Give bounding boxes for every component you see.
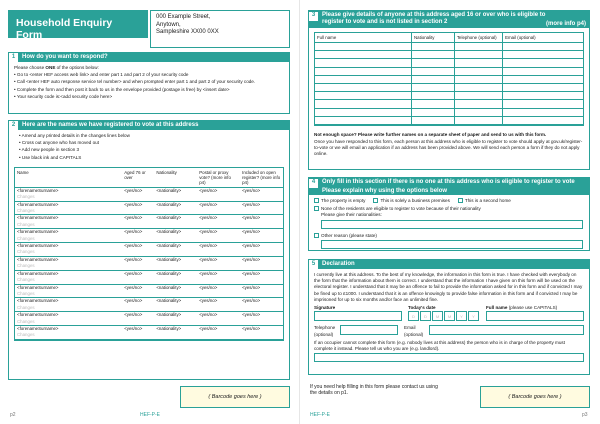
changes-field[interactable]: Changes	[15, 319, 283, 326]
table-row[interactable]	[315, 108, 583, 116]
section-1-header	[9, 53, 289, 62]
cell-nationality[interactable]	[411, 116, 454, 124]
changes-field[interactable]: Changes	[15, 208, 283, 215]
address-box	[150, 10, 290, 48]
row-aged: <yes/no>	[124, 284, 143, 290]
row-aged: <yes/no>	[124, 243, 143, 249]
row-aged: <yes/no>	[124, 229, 143, 235]
changes-row[interactable]	[15, 305, 283, 312]
changes-field[interactable]: Changes	[15, 291, 283, 298]
changes-row[interactable]	[15, 222, 283, 229]
row-nationality: <nationality>	[156, 270, 182, 276]
row-open-register: <yes/no>	[242, 256, 261, 262]
option-second-home[interactable]	[458, 198, 511, 204]
row-open-register: <yes/no>	[242, 243, 261, 249]
telephone-field[interactable]	[340, 325, 398, 335]
cell-nationality[interactable]	[411, 100, 454, 108]
row-open-register: <yes/no>	[242, 187, 261, 193]
option-nationality-label: None of the residents are eligible to register to vote because of their nationality	[321, 206, 481, 212]
cell-email[interactable]	[503, 67, 583, 75]
row-open-register: <yes/no>	[242, 312, 261, 318]
row-postal: <yes/no>	[199, 201, 218, 207]
cell-full-name[interactable]	[315, 116, 411, 124]
new-people-table	[315, 33, 583, 125]
fullname-note: (please use CAPITALS)	[508, 305, 558, 311]
row-name: <forenameSurname>	[17, 187, 59, 193]
signature-label: Signature	[314, 305, 336, 311]
section-1-title: How do you want to respond?	[22, 54, 108, 60]
checkbox-business[interactable]	[373, 198, 378, 203]
cell-telephone[interactable]	[454, 51, 502, 59]
table-row	[15, 201, 283, 208]
row-name: <forenameSurname>	[17, 325, 59, 331]
row-postal: <yes/no>	[199, 270, 218, 276]
checkbox-nationality[interactable]	[314, 206, 319, 211]
cell-telephone[interactable]	[454, 116, 502, 124]
section-3-header	[309, 11, 589, 28]
table-row	[15, 325, 283, 332]
section-4-title: Only fill in this section if there is no one at this address who is eligible to register to vote	[322, 179, 575, 185]
cell-full-name[interactable]	[315, 67, 411, 75]
cell-email[interactable]	[503, 75, 583, 83]
cell-nationality[interactable]	[411, 59, 454, 67]
checkbox-second-home[interactable]	[458, 198, 463, 203]
fullname-field[interactable]	[486, 311, 584, 321]
occupier-field[interactable]	[314, 353, 584, 362]
cell-telephone[interactable]	[454, 43, 502, 51]
row-name: <forenameSurname>	[17, 298, 59, 304]
table-row[interactable]	[315, 67, 583, 75]
security-code: • Your security code is:<add security code here>	[14, 94, 284, 100]
intro-emphasis: ONE	[45, 65, 56, 70]
date-digit-box[interactable]: M	[444, 311, 455, 321]
address-line3: Sampleshire XX00 0XX	[156, 29, 219, 36]
row-aged: <yes/no>	[124, 312, 143, 318]
instruction-4: • Use black ink and CAPITALS	[19, 155, 284, 161]
option-web: • Go to <enter HEF access web link> and enter part 1 and part 2 of your security code	[14, 72, 284, 78]
row-postal: <yes/no>	[199, 256, 218, 262]
option-business-label: This is solely a business premises	[380, 198, 450, 203]
cell-email[interactable]	[503, 92, 583, 100]
table-row[interactable]	[315, 100, 583, 108]
table-row[interactable]	[315, 59, 583, 67]
section-5-title: Declaration	[322, 261, 355, 267]
section-1-body	[9, 62, 289, 104]
table-row	[15, 270, 283, 277]
cell-nationality[interactable]	[411, 43, 454, 51]
row-aged: <yes/no>	[124, 325, 143, 331]
option-second-home-label: This is a second home	[464, 198, 511, 203]
option-post: • Complete the form and then post it back to us in the envelope provided (postage is free) by <insert date>	[14, 87, 284, 93]
row-aged: <yes/no>	[124, 270, 143, 276]
row-nationality: <nationality>	[156, 325, 182, 331]
section-4-number: 4	[309, 179, 318, 188]
cell-telephone[interactable]	[454, 108, 502, 116]
section-3-title: Please give details of anyone at this address aged 16 or over who is eligible to register to vote and is not listed in section 2	[322, 12, 546, 25]
changes-field[interactable]: Changes	[15, 263, 283, 270]
col-full-name: Full name	[315, 33, 411, 43]
row-nationality: <nationality>	[156, 187, 182, 193]
page-number-right: p3	[582, 412, 588, 418]
cell-full-name[interactable]	[315, 83, 411, 91]
row-open-register: <yes/no>	[242, 298, 261, 304]
changes-row[interactable]	[15, 332, 283, 339]
instruction-2: • Cross out anyone who has moved out	[19, 140, 284, 146]
section-3-number: 3	[309, 12, 318, 21]
row-postal: <yes/no>	[199, 325, 218, 331]
section-2-number: 2	[9, 121, 18, 130]
row-postal: <yes/no>	[199, 284, 218, 290]
checkbox-other[interactable]	[314, 233, 319, 238]
signature-field[interactable]	[314, 311, 402, 321]
cell-email[interactable]	[503, 100, 583, 108]
changes-field[interactable]: Changes	[15, 277, 283, 284]
table-row	[15, 187, 283, 194]
table-row	[15, 284, 283, 291]
table-row	[15, 312, 283, 319]
table-row[interactable]	[315, 116, 583, 124]
cell-nationality[interactable]	[411, 67, 454, 75]
cell-nationality[interactable]	[411, 51, 454, 59]
date-digit-box[interactable]: Y	[456, 311, 467, 321]
date-digit-box[interactable]: D	[420, 311, 431, 321]
cell-email[interactable]	[503, 108, 583, 116]
changes-field[interactable]: Changes	[15, 249, 283, 256]
date-digit-box[interactable]: Y	[468, 311, 479, 321]
cell-telephone[interactable]	[454, 83, 502, 91]
table-row	[15, 229, 283, 236]
row-postal: <yes/no>	[199, 215, 218, 221]
changes-row[interactable]	[15, 236, 283, 243]
cell-nationality[interactable]	[411, 92, 454, 100]
nationality-field[interactable]	[321, 220, 583, 229]
col-telephone: Telephone (optional)	[454, 33, 502, 43]
table-row[interactable]	[315, 51, 583, 59]
table-row[interactable]	[315, 43, 583, 51]
row-aged: <yes/no>	[124, 298, 143, 304]
cell-full-name[interactable]	[315, 75, 411, 83]
section-1	[8, 52, 290, 114]
col-nationality: Nationality	[411, 33, 454, 43]
section-5-header	[309, 260, 589, 269]
address-line2: Anytown,	[156, 21, 181, 28]
cell-telephone[interactable]	[454, 59, 502, 67]
row-name: <forenameSurname>	[17, 215, 59, 221]
section-2-title: Here are the names we have registered to vote at this address	[22, 122, 199, 128]
intro-text: Please choose	[14, 65, 46, 70]
cell-email[interactable]	[503, 116, 583, 124]
table-row[interactable]	[315, 75, 583, 83]
cell-nationality[interactable]	[411, 83, 454, 91]
row-aged: <yes/no>	[124, 187, 143, 193]
table-row	[15, 243, 283, 250]
section-5	[308, 259, 590, 375]
declaration-text: I currently live at this address. To the best of my knowledge, the information in this form is true. I have checked with everybody on the form that the information about them is correct. I understand that the information I have given on this form will be used on the electoral register. I understand that it may be an offence to fail to provide the information asked for in this form and if convicted I may be fined up to £1000. I understand that it is an offence knowingly to provide false information in this form and if convicted I may be imprisoned for up to six months and/or face an unlimited fine.	[314, 272, 583, 302]
option-empty[interactable]	[314, 198, 365, 204]
col-name: Name	[15, 168, 122, 188]
cell-full-name[interactable]	[315, 92, 411, 100]
row-aged: <yes/no>	[124, 215, 143, 221]
cell-telephone[interactable]	[454, 67, 502, 75]
barcode-placeholder-right: ( Barcode goes here )	[480, 386, 590, 408]
section-5-number: 5	[309, 260, 318, 269]
cell-full-name[interactable]	[315, 51, 411, 59]
row-nationality: <nationality>	[156, 215, 182, 221]
help-text: If you need help filling in this form please contact us using the details on p1.	[310, 384, 438, 396]
row-postal: <yes/no>	[199, 243, 218, 249]
barcode-placeholder-left: ( Barcode goes here )	[180, 386, 290, 408]
table-row[interactable]	[315, 92, 583, 100]
option-empty-label: The property is empty	[321, 198, 366, 203]
row-postal: <yes/no>	[199, 229, 218, 235]
section-2	[8, 120, 290, 380]
row-name: <forenameSurname>	[17, 256, 59, 262]
changes-row[interactable]	[15, 208, 283, 215]
date-label: Today's date	[408, 305, 436, 311]
cell-telephone[interactable]	[454, 100, 502, 108]
cell-email[interactable]	[503, 59, 583, 67]
section-4-header	[309, 178, 589, 195]
row-nationality: <nationality>	[156, 229, 182, 235]
option-other-label: Other reason (please state)	[321, 232, 377, 238]
changes-row[interactable]	[15, 194, 283, 201]
intro-text-end: of the options below:	[55, 65, 99, 70]
changes-field[interactable]: Changes	[15, 236, 283, 243]
row-nationality: <nationality>	[156, 284, 182, 290]
changes-row[interactable]	[15, 263, 283, 270]
col-postal: Postal or proxy vote? (more info p4)	[197, 168, 240, 188]
cell-nationality[interactable]	[411, 108, 454, 116]
section-4-body	[309, 195, 589, 254]
row-open-register: <yes/no>	[242, 215, 261, 221]
col-email: Email (optional)	[503, 33, 583, 43]
fullname-label: Full name	[486, 305, 508, 311]
section-5-body	[309, 269, 589, 367]
other-reason-field[interactable]	[321, 240, 583, 249]
section-2-header	[9, 121, 289, 130]
table-row	[15, 256, 283, 263]
instruction-3: • Add new people in section 3	[19, 147, 284, 153]
cell-email[interactable]	[503, 51, 583, 59]
form-code-right: HEF-P-E	[310, 412, 330, 418]
cell-nationality[interactable]	[411, 75, 454, 83]
instruction-1: • Amend any printed details in the changes lines below	[19, 133, 284, 139]
new-people-table-wrap	[314, 32, 584, 126]
row-postal: <yes/no>	[199, 187, 218, 193]
table-row[interactable]	[315, 83, 583, 91]
row-nationality: <nationality>	[156, 243, 182, 249]
col-aged: Aged 76 or over	[122, 168, 154, 188]
section-4-subtitle: Please explain why using the options below	[322, 188, 448, 194]
section-2-instructions	[9, 130, 289, 165]
changes-row[interactable]	[15, 277, 283, 284]
checkbox-empty[interactable]	[314, 198, 319, 203]
cell-full-name[interactable]	[315, 43, 411, 51]
page-right	[300, 0, 600, 424]
row-name: <forenameSurname>	[17, 229, 59, 235]
row-nationality: <nationality>	[156, 312, 182, 318]
form-title: Household Enquiry Form	[8, 10, 148, 38]
cell-email[interactable]	[503, 43, 583, 51]
row-open-register: <yes/no>	[242, 325, 261, 331]
cell-telephone[interactable]	[454, 75, 502, 83]
table-row	[15, 298, 283, 305]
changes-field[interactable]: Changes	[15, 222, 283, 229]
date-digit-box[interactable]: D	[408, 311, 419, 321]
row-open-register: <yes/no>	[242, 229, 261, 235]
section-3-more-info: (more info p4)	[546, 21, 586, 27]
table-row	[15, 215, 283, 222]
row-postal: <yes/no>	[199, 298, 218, 304]
row-open-register: <yes/no>	[242, 270, 261, 276]
changes-row[interactable]	[15, 249, 283, 256]
address-line1: 000 Example Street,	[156, 14, 211, 20]
section-3-notes	[309, 130, 589, 162]
email-field[interactable]	[429, 325, 584, 335]
option-phone: • Call <enter HEF auto response service tel number> and when prompted enter part 1 and part 2 of your security code.	[14, 79, 284, 85]
row-name: <forenameSurname>	[17, 270, 59, 276]
cell-full-name[interactable]	[315, 59, 411, 67]
row-aged: <yes/no>	[124, 256, 143, 262]
not-enough-space: Not enough space? Please write further names on a separate sheet of paper and send to us with this form.	[314, 131, 547, 137]
changes-field[interactable]: Changes	[15, 332, 283, 339]
page-number-left: p2	[10, 412, 16, 418]
occupier-text: If an occupier cannot complete this form (e.g. nobody lives at this address) the person who is in charge of the property must complete it instead. Please tell us who you are (e.g. landlord).	[314, 339, 565, 352]
changes-row[interactable]	[15, 319, 283, 326]
row-nationality: <nationality>	[156, 256, 182, 262]
section-1-number: 1	[9, 53, 18, 62]
cell-email[interactable]	[503, 83, 583, 91]
section-3	[308, 10, 590, 170]
registered-table	[15, 168, 283, 340]
cell-full-name[interactable]	[315, 108, 411, 116]
cell-full-name[interactable]	[315, 100, 411, 108]
option-business[interactable]	[373, 198, 449, 204]
after-responding: Once you have responded to this form, each person at this address who is eligible to register to vote should apply at gov.uk/register-to-vote or we will email an application if an address has been provided above. We will send each person a form if they do not apply online.	[314, 139, 583, 157]
registered-table-wrap	[14, 167, 284, 341]
row-nationality: <nationality>	[156, 201, 182, 207]
col-open-register: Included on open register? (more info p4)	[240, 168, 283, 188]
row-open-register: <yes/no>	[242, 284, 261, 290]
row-aged: <yes/no>	[124, 201, 143, 207]
option-nationality-sub: Please give their nationalities:	[321, 212, 382, 218]
row-name: <forenameSurname>	[17, 284, 59, 290]
changes-field[interactable]: Changes	[15, 194, 283, 201]
date-digit-box[interactable]: M	[432, 311, 443, 321]
row-nationality: <nationality>	[156, 298, 182, 304]
date-field[interactable]	[408, 311, 480, 321]
section-4	[308, 177, 590, 251]
col-nationality: Nationality	[154, 168, 197, 188]
row-open-register: <yes/no>	[242, 201, 261, 207]
row-name: <forenameSurname>	[17, 201, 59, 207]
cell-telephone[interactable]	[454, 92, 502, 100]
row-name: <forenameSurname>	[17, 312, 59, 318]
form-code-left: HEF-P-E	[140, 412, 160, 418]
telephone-label: Telephone (optional)	[314, 325, 336, 337]
changes-row[interactable]	[15, 291, 283, 298]
changes-field[interactable]: Changes	[15, 305, 283, 312]
email-label: Email (optional)	[404, 325, 424, 337]
row-postal: <yes/no>	[199, 312, 218, 318]
row-name: <forenameSurname>	[17, 243, 59, 249]
